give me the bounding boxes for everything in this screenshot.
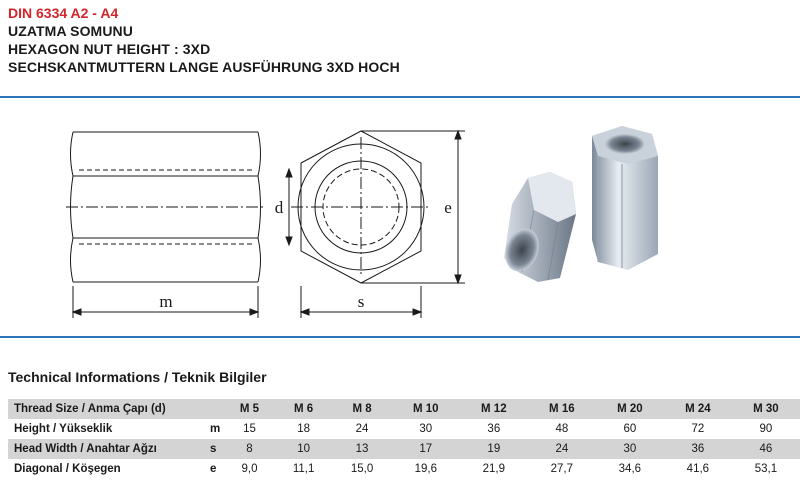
value-cell: 48: [528, 419, 596, 439]
label-d: d: [274, 198, 284, 217]
size-cell: M 5: [224, 399, 275, 419]
value-cell: 34,6: [596, 459, 664, 479]
specs-table: [8, 399, 800, 479]
value-cell: 10: [275, 439, 332, 459]
middle-divider: [0, 336, 800, 338]
table-row: [8, 439, 800, 459]
value-cell: 17: [392, 439, 460, 459]
value-cell: 21,9: [460, 459, 528, 479]
value-cell: 15: [224, 419, 275, 439]
value-cell: 15,0: [332, 459, 392, 479]
label-m: m: [159, 292, 173, 311]
row-symbol: e: [210, 459, 224, 479]
row-symbol: s: [210, 439, 224, 459]
size-cell: M 10: [392, 399, 460, 419]
size-cell: M 8: [332, 399, 392, 419]
standard-code: DIN 6334 A2 - A4: [8, 5, 119, 21]
size-cell: M 16: [528, 399, 596, 419]
value-cell: 19: [460, 439, 528, 459]
side-view: [66, 132, 265, 318]
value-cell: 72: [664, 419, 732, 439]
value-cell: 8: [224, 439, 275, 459]
size-cell: M 6: [275, 399, 332, 419]
product-name-en: HEXAGON NUT HEIGHT : 3XD: [8, 41, 211, 57]
table-row: [8, 419, 800, 439]
size-cell: M 20: [596, 399, 664, 419]
table-header-row: [8, 399, 800, 419]
row-label: Diagonal / Köşegen: [8, 459, 210, 479]
value-cell: 46: [732, 439, 800, 459]
nut-standing: [592, 126, 658, 270]
table-row: [8, 459, 800, 479]
value-cell: 30: [596, 439, 664, 459]
product-photo: [492, 122, 692, 282]
value-cell: 11,1: [275, 459, 332, 479]
technical-drawing: [60, 118, 470, 324]
product-name-de: SECHSKANTMUTTERN LANGE AUSFÜHRUNG 3XD HOCH: [8, 59, 400, 75]
front-view: [286, 131, 465, 318]
value-cell: 27,7: [528, 459, 596, 479]
value-cell: 9,0: [224, 459, 275, 479]
nut-lying: [499, 172, 576, 282]
value-cell: 41,6: [664, 459, 732, 479]
thread-size-label: Thread Size / Anma Çapı (d): [8, 399, 210, 419]
value-cell: 19,6: [392, 459, 460, 479]
size-cell: M 24: [664, 399, 732, 419]
value-cell: 24: [528, 439, 596, 459]
value-cell: 53,1: [732, 459, 800, 479]
size-cell: M 12: [460, 399, 528, 419]
header-symbol: [210, 399, 224, 419]
row-label: Head Width / Anahtar Ağzı: [8, 439, 210, 459]
row-label: Height / Yükseklik: [8, 419, 210, 439]
value-cell: 24: [332, 419, 392, 439]
value-cell: 30: [392, 419, 460, 439]
value-cell: 60: [596, 419, 664, 439]
top-divider: [0, 96, 800, 98]
value-cell: 36: [664, 439, 732, 459]
section-title: Technical Informations / Teknik Bilgiler: [8, 369, 267, 385]
product-name-tr: UZATMA SOMUNU: [8, 23, 133, 39]
label-e: e: [444, 198, 452, 217]
value-cell: 13: [332, 439, 392, 459]
value-cell: 18: [275, 419, 332, 439]
value-cell: 90: [732, 419, 800, 439]
row-symbol: m: [210, 419, 224, 439]
size-cell: M 30: [732, 399, 800, 419]
label-s: s: [357, 292, 365, 311]
title-block: [8, 4, 400, 76]
value-cell: 36: [460, 419, 528, 439]
